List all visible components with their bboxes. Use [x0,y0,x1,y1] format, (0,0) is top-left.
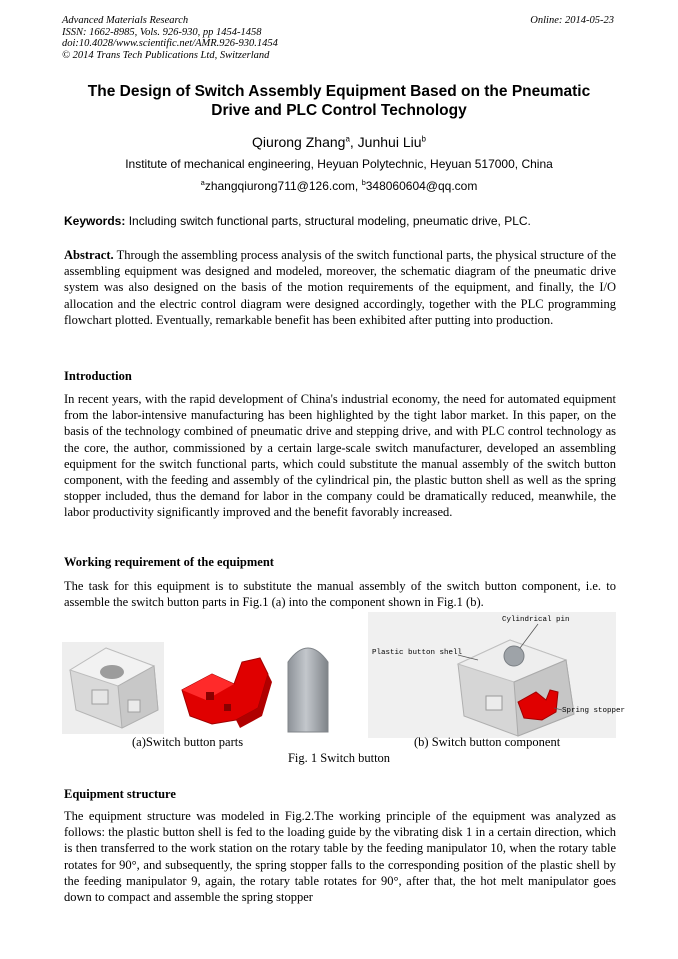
keywords-text: Including switch functional parts, structural modeling, pneumatic drive, PLC. [125,214,531,228]
author-2-sup: b [421,134,426,144]
email-a: zhangqiurong711@126.com, [204,179,362,193]
email-b: 348060604@qq.com [365,179,478,193]
switch-button-component-image [368,612,625,738]
author-1: Qiurong Zhang [252,134,346,150]
author-2: Junhui Liu [357,134,422,150]
paper-title [62,82,616,120]
journal-name: Advanced Materials Research [62,15,189,26]
equipment-structure-text: The equipment structure was modeled in Fig.2.The working principle of the equipment was analyzed as follows: the plastic button shell is fed to the loading guide by the vibrating disk 1 in a certain direction, which is then transferred to the work station on the rotary table by the feeding manipulator 10, when the rotary table rotates for 90°, and subsequently, the spring stopper falls to the corresponding position of the plastic shell by the feeding manipulator 9, again, the rotary table rotates for 90°, after that, the hot melt manipulator goes down to compact and assemble the spring stopper [64,809,616,905]
keywords-label: Keywords: [64,214,126,228]
spring-stopper-part-image [182,658,272,728]
heading-introduction: Introduction [64,369,132,383]
abstract-label: Abstract. [64,248,114,262]
cylindrical-pin-part-image [288,648,328,732]
heading-equipment-structure: Equipment structure [64,787,176,801]
affiliation: Institute of mechanical engineering, Heyuan Polytechnic, Heyuan 517000, China [125,157,553,171]
working-requirement-text: The task for this equipment is to substitute the manual assembly of the switch button component, i.e. to assemble the switch button parts in Fig.1 (a) into the component shown in Fig.1 (b). [64,579,616,610]
author-1-sup: a [345,134,350,144]
heading-working-requirement: Working requirement of the equipment [64,555,274,569]
author-list [62,134,616,150]
abstract [64,247,616,328]
label-plastic-button-shell: Plastic button shell [372,649,463,657]
title-line-1: The Design of Switch Assembly Equipment Based on the Pneumatic [87,83,591,100]
emails [62,178,616,193]
caption-b: (b) Switch button component [414,735,561,749]
author-separator: , [349,134,358,150]
journal-header [62,15,278,61]
caption-a: (a)Switch button parts [132,735,244,749]
email-b-sup: b [361,178,366,187]
journal-doi: doi:10.4028/www.scientific.net/AMR.926-930.1454 [62,38,278,49]
abstract-text: Through the assembling process analysis of the switch functional parts, the physical structure of the assembling equipment was designed and modeled, moreover, the schematic diagram of the pneumatic drive system was also designed on the basis of the motion requirements of the equipment, and finally, the I/O allocation and the electric control diagram were designed accordingly, together with the PLC programming flowchart plotted. Eventually, remarkable benefit has been exhibited after putting into production. [64,248,616,327]
keywords [64,214,616,228]
introduction-text: In recent years, with the rapid development of China's industrial economy, the need for automated equipment from the labor-intensive manufacturing has been highlighted by the tight labor market. In this paper, on the basis of the technology combined of pneumatic drive and stepping drive, and with PLC control technology as the core, the author, commissioned by a certain large-scale switch manufacturer, developed an assembling equipment for the switch functional parts, which could substitute the manual assembly of the switch button component, with the feeding and assembly of the cylindrical pin, the plastic button shell as well as the spring stopper included, thus the demand for labor in the company could be dramatically reduced, meanwhile, the labor productivity significantly improved and the benefit favorably increased. [64,392,616,520]
plastic-shell-part-image [62,642,164,734]
title-line-2: Drive and PLC Control Technology [211,102,467,119]
journal-issn: ISSN: 1662-8985, Vols. 926-930, pp 1454-1458 [62,26,262,38]
figure-caption: Fig. 1 Switch button [287,751,391,765]
online-date: Online: 2014-05-23 [530,15,614,26]
label-spring-stopper: Spring stopper [562,707,626,715]
email-a-sup: a [200,178,205,187]
journal-copyright: © 2014 Trans Tech Publications Ltd, Switzerland [62,49,270,61]
label-cylindrical-pin: Cylindrical pin [502,616,570,624]
